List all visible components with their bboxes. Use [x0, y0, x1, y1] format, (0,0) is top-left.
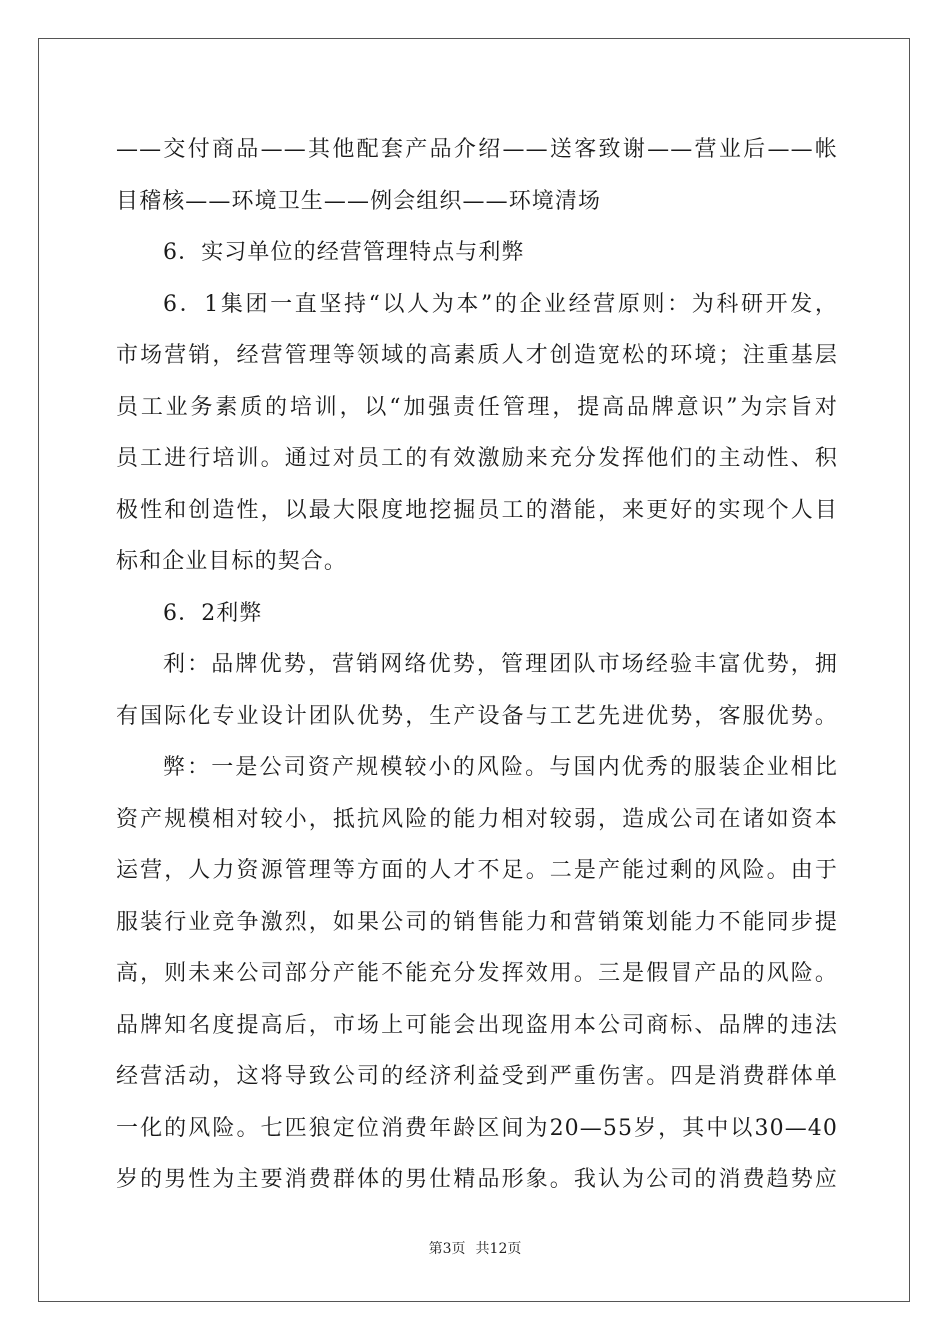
- text-line: 标和企业目标的契合。: [116, 549, 348, 574]
- text-line: 员工进行培训。通过对员工的有效激励来充分发挥他们的主动性、积: [116, 446, 838, 471]
- document-body: [116, 124, 838, 1206]
- page-total: 共12页: [475, 1241, 522, 1257]
- text-line: 运营，人力资源管理等方面的人才不足。二是产能过剩的风险。由于: [116, 858, 838, 883]
- text-line: 品牌知名度提高后，市场上可能会出现盗用本公司商标、品牌的违法: [116, 1012, 838, 1038]
- text-line: 市场营销，经营管理等领域的高素质人才创造宽松的环境；注重基层: [116, 343, 838, 368]
- page-footer: [0, 1238, 950, 1258]
- text-line: 极性和创造性，以最大限度地挖掘员工的潜能，来更好的实现个人目: [116, 497, 838, 523]
- section-heading: 6．2利弊: [163, 600, 263, 626]
- text-line: 弊：一是公司资产规模较小的风险。与国内优秀的服装企业相比: [163, 755, 838, 780]
- text-line: 一化的风险。七匹狼定位消费年龄区间为20—55岁，其中以30—40: [116, 1115, 838, 1141]
- text-line: ——交付商品——其他配套产品介绍——送客致谢——营业后——帐: [116, 137, 838, 162]
- text-line: 利：品牌优势，营销网络优势，管理团队市场经验丰富优势，拥: [163, 652, 838, 677]
- text-line: 服装行业竞争激烈，如果公司的销售能力和营销策划能力不能同步提: [116, 909, 838, 935]
- text-line: 员工业务素质的培训，以“加强责任管理，提高品牌意识”为宗旨对: [116, 394, 838, 420]
- text-line: 经营活动，这将导致公司的经济利益受到严重伤害。四是消费群体单: [116, 1064, 838, 1089]
- text-line: 岁的男性为主要消费群体的男仕精品形象。我认为公司的消费趋势应: [116, 1167, 838, 1192]
- text-line: 目稽核——环境卫生——例会组织——环境清场: [116, 188, 602, 214]
- text-line: 高，则未来公司部分产能不能充分发挥效用。三是假冒产品的风险。: [116, 961, 838, 986]
- text-line: 6．1集团一直坚持“以人为本”的企业经营原则：为科研开发，: [163, 291, 838, 317]
- section-heading: 6．实习单位的经营管理特点与利弊: [163, 240, 525, 265]
- page-number: 第3页: [428, 1241, 466, 1257]
- text-line: 资产规模相对较小，抵抗风险的能力相对较弱，造成公司在诸如资本: [116, 806, 838, 832]
- text-line: 有国际化专业设计团队优势，生产设备与工艺先进优势，客服优势。: [116, 703, 838, 729]
